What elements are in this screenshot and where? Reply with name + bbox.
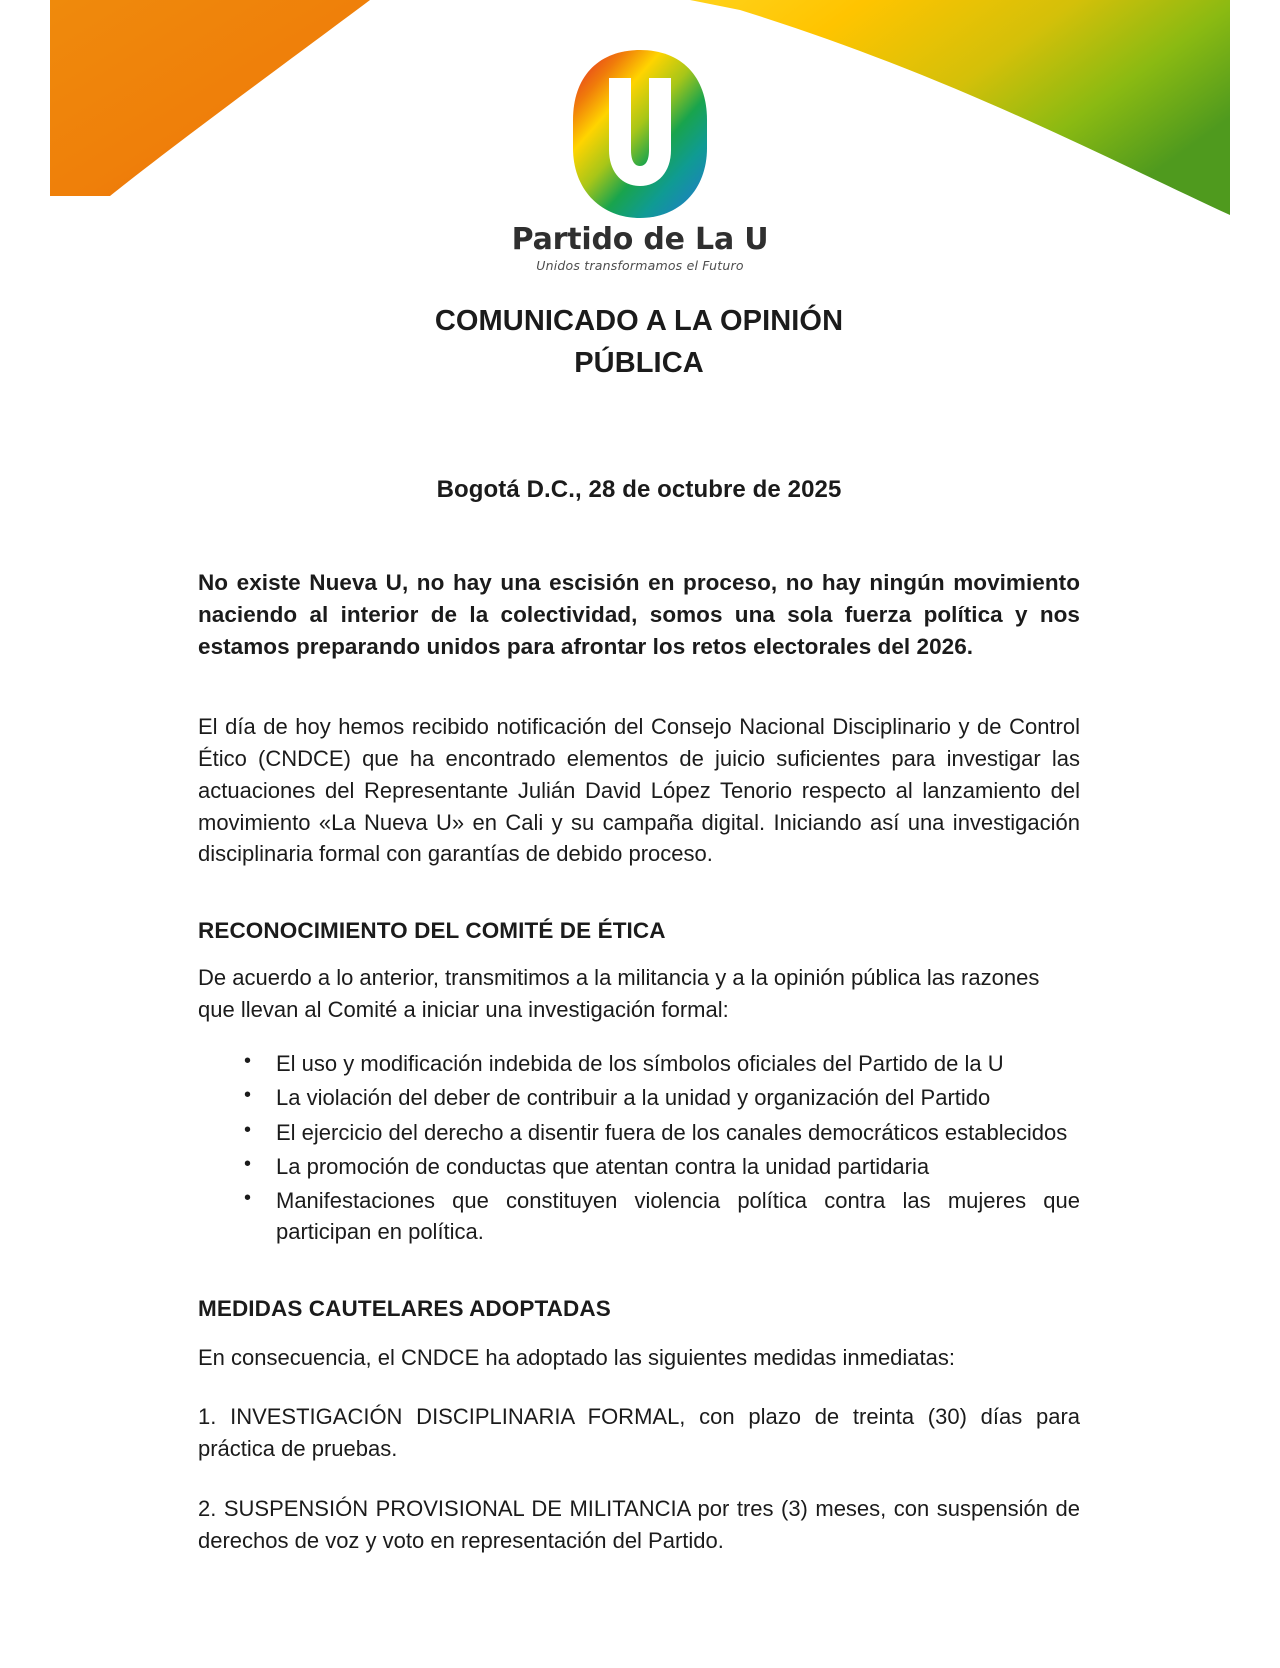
logo-tagline: Unidos transformamos el Futuro [536, 257, 744, 273]
list-item: • El ejercicio del derecho a disentir fuera de los canales democráticos establecidos [276, 1117, 1080, 1148]
body-paragraph: El día de hoy hemos recibido notificación del Consejo Nacional Disciplinario y de Control Ético (CNDCE) que ha encontrado elementos de juicio suficientes para investigar las actuaciones del Representante Julián David López Tenorio respecto al lanzamiento del movimiento «La Nueva U» en Cali y su campaña digital. Iniciando así una investigación disciplinaria formal con garantías de debido proceso. [198, 713, 1080, 867]
section-heading-etica: RECONOCIMIENTO DEL COMITÉ DE ÉTICA [198, 918, 666, 944]
document-body [50, 300, 1230, 1557]
measure-item-1: 1. INVESTIGACIÓN DISCIPLINARIA FORMAL, con plazo de treinta (30) días para práctica de pruebas. [198, 1404, 1080, 1462]
list-item: • Manifestaciones que constituyen violencia política contra las mujeres que participan en política. [276, 1185, 1080, 1247]
list-item: • La violación del deber de contribuir a la unidad y organización del Partido [276, 1082, 1080, 1113]
measure-item-2: 2. SUSPENSIÓN PROVISIONAL DE MILITANCIA por tres (3) meses, con suspensión de derechos de voz y voto en representación del Partido. [198, 1496, 1080, 1554]
page-title [198, 300, 1080, 384]
section-intro-etica: De acuerdo a lo anterior, transmitimos a la militancia y a la opinión pública las razones que llevan al Comité a iniciar una investigación formal: [198, 965, 1040, 1023]
lead-paragraph: No existe Nueva U, no hay una escisión en proceso, no hay ningún movimiento naciendo al interior de la colectividad, somos una sola fuerza política y nos estamos preparando unidos para afrontar los retos electorales del 2026. [198, 570, 1080, 659]
logo-wordmark: Partido de La U [511, 222, 769, 257]
dateline: Bogotá D.C., 28 de octubre de 2025 [436, 476, 842, 504]
document-page [50, 0, 1230, 1668]
party-logo [50, 48, 1230, 273]
section-intro-medidas: En consecuencia, el CNDCE ha adoptado las siguientes medidas inmediatas: [198, 1344, 955, 1370]
page-title-line-1: COMUNICADO A LA OPINIÓN [434, 305, 844, 337]
section-heading-medidas: MEDIDAS CAUTELARES ADOPTADAS [198, 1295, 611, 1321]
reasons-list [198, 1048, 1080, 1247]
list-item: • La promoción de conductas que atentan contra la unidad partidaria [276, 1151, 1080, 1182]
logo-u-icon [549, 48, 731, 220]
page-title-line-2: PÚBLICA [574, 347, 704, 380]
list-item: • El uso y modificación indebida de los símbolos oficiales del Partido de la U [276, 1048, 1080, 1079]
